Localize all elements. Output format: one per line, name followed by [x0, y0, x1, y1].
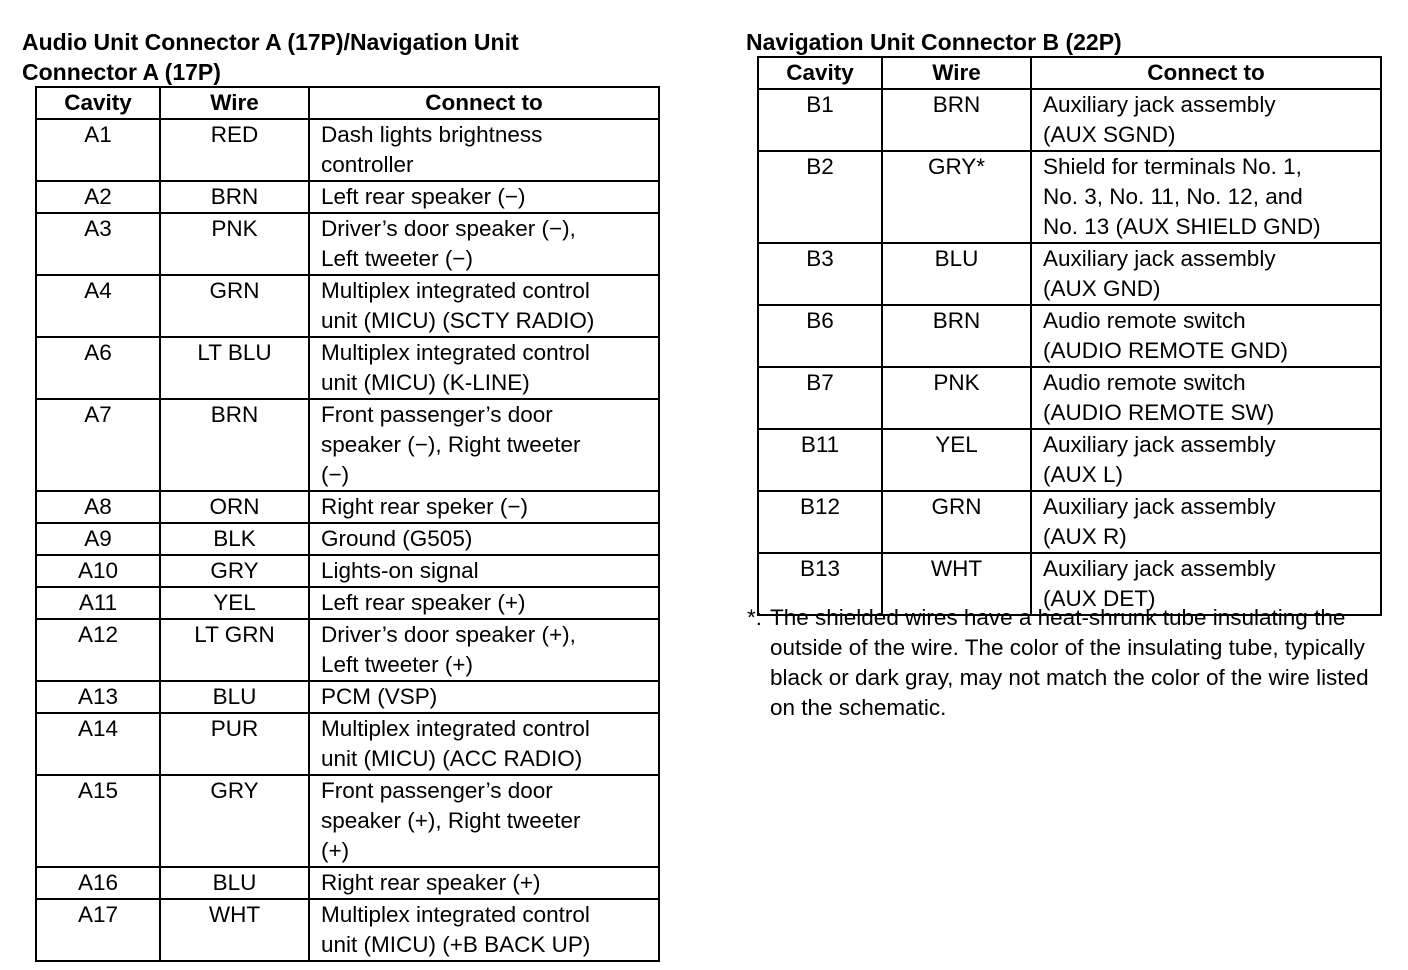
- cavity-cell: B12: [758, 491, 882, 553]
- table-row: [36, 899, 659, 961]
- connect-to-line: Auxiliary jack assembly: [1043, 432, 1276, 457]
- cavity-cell: B2: [758, 151, 882, 243]
- table-row: [758, 243, 1381, 305]
- connect-to-line: (AUDIO REMOTE SW): [1043, 400, 1275, 425]
- connect-to-line: Ground (G505): [321, 526, 473, 551]
- connect-to-cell: [309, 681, 659, 713]
- wire-color-cell: GRN: [160, 275, 309, 337]
- table-header-row: [36, 87, 659, 119]
- table-row: [36, 523, 659, 555]
- cavity-cell: A16: [36, 867, 160, 899]
- cavity-cell: A4: [36, 275, 160, 337]
- footnote-mark: *:: [747, 605, 763, 630]
- column-header: Cavity: [36, 87, 160, 119]
- table-row: [36, 399, 659, 491]
- connect-to-line: unit (MICU) (K-LINE): [321, 370, 530, 395]
- cavity-cell: A11: [36, 587, 160, 619]
- connect-to-line: No. 3, No. 11, No. 12, and: [1043, 184, 1303, 209]
- connect-to-line: (AUX GND): [1043, 276, 1161, 301]
- wire-color-cell: PNK: [882, 367, 1031, 429]
- wire-color-cell: RED: [160, 119, 309, 181]
- connect-to-line: unit (MICU) (SCTY RADIO): [321, 308, 595, 333]
- cavity-cell: A17: [36, 899, 160, 961]
- connect-to-cell: [309, 713, 659, 775]
- table-row: [758, 89, 1381, 151]
- cavity-cell: A7: [36, 399, 160, 491]
- cavity-cell: A13: [36, 681, 160, 713]
- title-line: Navigation Unit Connector B (22P): [746, 29, 1122, 55]
- connect-to-line: Auxiliary jack assembly: [1043, 92, 1276, 117]
- wire-color-cell: BRN: [882, 305, 1031, 367]
- column-header: Connect to: [309, 87, 659, 119]
- wire-color-cell: BLK: [160, 523, 309, 555]
- column-header: Cavity: [758, 57, 882, 89]
- wire-color-cell: GRN: [882, 491, 1031, 553]
- connect-to-line: Left tweeter (−): [321, 246, 473, 271]
- connect-to-cell: [309, 619, 659, 681]
- table-row: [758, 429, 1381, 491]
- connect-to-cell: [309, 337, 659, 399]
- wire-color-cell: BLU: [882, 243, 1031, 305]
- connect-to-line: PCM (VSP): [321, 684, 438, 709]
- wire-color-cell: YEL: [160, 587, 309, 619]
- connect-to-line: Auxiliary jack assembly: [1043, 556, 1276, 581]
- connect-to-line: unit (MICU) (ACC RADIO): [321, 746, 583, 771]
- wire-color-cell: WHT: [882, 553, 1031, 615]
- wire-color-cell: PNK: [160, 213, 309, 275]
- connect-to-line: Left tweeter (+): [321, 652, 473, 677]
- connect-to-cell: [309, 491, 659, 523]
- connect-to-cell: [309, 275, 659, 337]
- connect-to-line: (AUX L): [1043, 462, 1124, 487]
- column-header: Wire: [160, 87, 309, 119]
- connect-to-line: Front passenger’s door: [321, 778, 553, 803]
- cavity-cell: B6: [758, 305, 882, 367]
- connector-a-table: [35, 86, 660, 962]
- connect-to-line: (+): [321, 838, 350, 863]
- wire-color-cell: GRY: [160, 775, 309, 867]
- wire-color-cell: BRN: [160, 181, 309, 213]
- table-row: [36, 213, 659, 275]
- connector-b-table: [757, 56, 1382, 616]
- footnote-text: The shielded wires have a heat-shrunk tube insulating the outside of the wire. The color of the insulating tube, typically black or dark gray, may not match the color of the wire listed on the schematic.: [770, 605, 1369, 720]
- connect-to-line: Lights-on signal: [321, 558, 479, 583]
- connect-to-line: Left rear speaker (−): [321, 184, 526, 209]
- wire-color-cell: WHT: [160, 899, 309, 961]
- connect-to-line: Right rear speaker (+): [321, 870, 541, 895]
- table-row: [36, 337, 659, 399]
- table-row: [36, 275, 659, 337]
- cavity-cell: A9: [36, 523, 160, 555]
- table-row: [758, 491, 1381, 553]
- cavity-cell: B13: [758, 553, 882, 615]
- table-row: [36, 775, 659, 867]
- cavity-cell: A2: [36, 181, 160, 213]
- connect-to-cell: [309, 213, 659, 275]
- title-line: Connector A (17P): [22, 59, 221, 85]
- wire-color-cell: GRY: [160, 555, 309, 587]
- column-header: Wire: [882, 57, 1031, 89]
- wire-color-cell: PUR: [160, 713, 309, 775]
- table-header-row: [758, 57, 1381, 89]
- table-row: [36, 555, 659, 587]
- cavity-cell: A10: [36, 555, 160, 587]
- cavity-cell: B7: [758, 367, 882, 429]
- cavity-cell: A3: [36, 213, 160, 275]
- connector-a-rows: [36, 119, 659, 961]
- connect-to-line: Multiplex integrated control: [321, 716, 590, 741]
- cavity-cell: B3: [758, 243, 882, 305]
- connect-to-cell: [309, 555, 659, 587]
- connect-to-cell: [309, 523, 659, 555]
- wire-color-cell: BLU: [160, 867, 309, 899]
- wire-color-cell: LT GRN: [160, 619, 309, 681]
- connect-to-cell: [309, 899, 659, 961]
- connect-to-line: Multiplex integrated control: [321, 278, 590, 303]
- connect-to-cell: [1031, 367, 1381, 429]
- connect-to-cell: [1031, 89, 1381, 151]
- connect-to-cell: [309, 867, 659, 899]
- connect-to-line: (AUX R): [1043, 524, 1127, 549]
- connect-to-line: (AUX DET): [1043, 586, 1156, 611]
- table-row: [36, 867, 659, 899]
- connect-to-line: (AUDIO REMOTE GND): [1043, 338, 1288, 363]
- connector-b-rows: [758, 89, 1381, 615]
- table-row: [36, 587, 659, 619]
- cavity-cell: A8: [36, 491, 160, 523]
- connect-to-line: Multiplex integrated control: [321, 902, 590, 927]
- connect-to-cell: [309, 587, 659, 619]
- table-row: [758, 151, 1381, 243]
- connect-to-line: unit (MICU) (+B BACK UP): [321, 932, 591, 957]
- connect-to-cell: [1031, 491, 1381, 553]
- connect-to-line: Audio remote switch: [1043, 308, 1246, 333]
- connect-to-line: (−): [321, 462, 350, 487]
- connect-to-line: Front passenger’s door: [321, 402, 553, 427]
- connect-to-cell: [1031, 151, 1381, 243]
- connect-to-line: No. 13 (AUX SHIELD GND): [1043, 214, 1321, 239]
- connect-to-cell: [1031, 305, 1381, 367]
- table-row: [36, 119, 659, 181]
- connect-to-line: Auxiliary jack assembly: [1043, 246, 1276, 271]
- wire-color-cell: ORN: [160, 491, 309, 523]
- wire-color-cell: BRN: [160, 399, 309, 491]
- connect-to-line: Driver’s door speaker (+),: [321, 622, 576, 647]
- cavity-cell: B1: [758, 89, 882, 151]
- connect-to-line: Driver’s door speaker (−),: [321, 216, 576, 241]
- wire-color-cell: GRY*: [882, 151, 1031, 243]
- connect-to-cell: [309, 119, 659, 181]
- wire-color-cell: LT BLU: [160, 337, 309, 399]
- wire-color-cell: BLU: [160, 681, 309, 713]
- table-row: [36, 181, 659, 213]
- connect-to-line: Multiplex integrated control: [321, 340, 590, 365]
- connector-a-title: [22, 27, 519, 87]
- cavity-cell: A15: [36, 775, 160, 867]
- connect-to-cell: [1031, 243, 1381, 305]
- connect-to-line: Left rear speaker (+): [321, 590, 526, 615]
- connect-to-line: Shield for terminals No. 1,: [1043, 154, 1302, 179]
- wire-color-cell: BRN: [882, 89, 1031, 151]
- connect-to-cell: [309, 399, 659, 491]
- connect-to-line: Auxiliary jack assembly: [1043, 494, 1276, 519]
- connect-to-line: (AUX SGND): [1043, 122, 1176, 147]
- connector-b-title: [746, 27, 1122, 57]
- table-row: [36, 681, 659, 713]
- column-header: Connect to: [1031, 57, 1381, 89]
- cavity-cell: A6: [36, 337, 160, 399]
- cavity-cell: A12: [36, 619, 160, 681]
- wire-color-cell: YEL: [882, 429, 1031, 491]
- connect-to-line: Right rear speker (−): [321, 494, 528, 519]
- shielded-wire-footnote: [747, 603, 1397, 723]
- cavity-cell: A1: [36, 119, 160, 181]
- cavity-cell: A14: [36, 713, 160, 775]
- table-row: [758, 367, 1381, 429]
- cavity-cell: B11: [758, 429, 882, 491]
- connect-to-line: Audio remote switch: [1043, 370, 1246, 395]
- connect-to-line: speaker (−), Right tweeter: [321, 432, 581, 457]
- connect-to-line: controller: [321, 152, 414, 177]
- connect-to-cell: [1031, 429, 1381, 491]
- connect-to-line: speaker (+), Right tweeter: [321, 808, 581, 833]
- table-row: [36, 619, 659, 681]
- connect-to-line: Dash lights brightness: [321, 122, 543, 147]
- table-row: [36, 713, 659, 775]
- title-line: Audio Unit Connector A (17P)/Navigation Unit: [22, 29, 519, 55]
- connect-to-cell: [309, 181, 659, 213]
- table-row: [36, 491, 659, 523]
- table-row: [758, 305, 1381, 367]
- connect-to-cell: [309, 775, 659, 867]
